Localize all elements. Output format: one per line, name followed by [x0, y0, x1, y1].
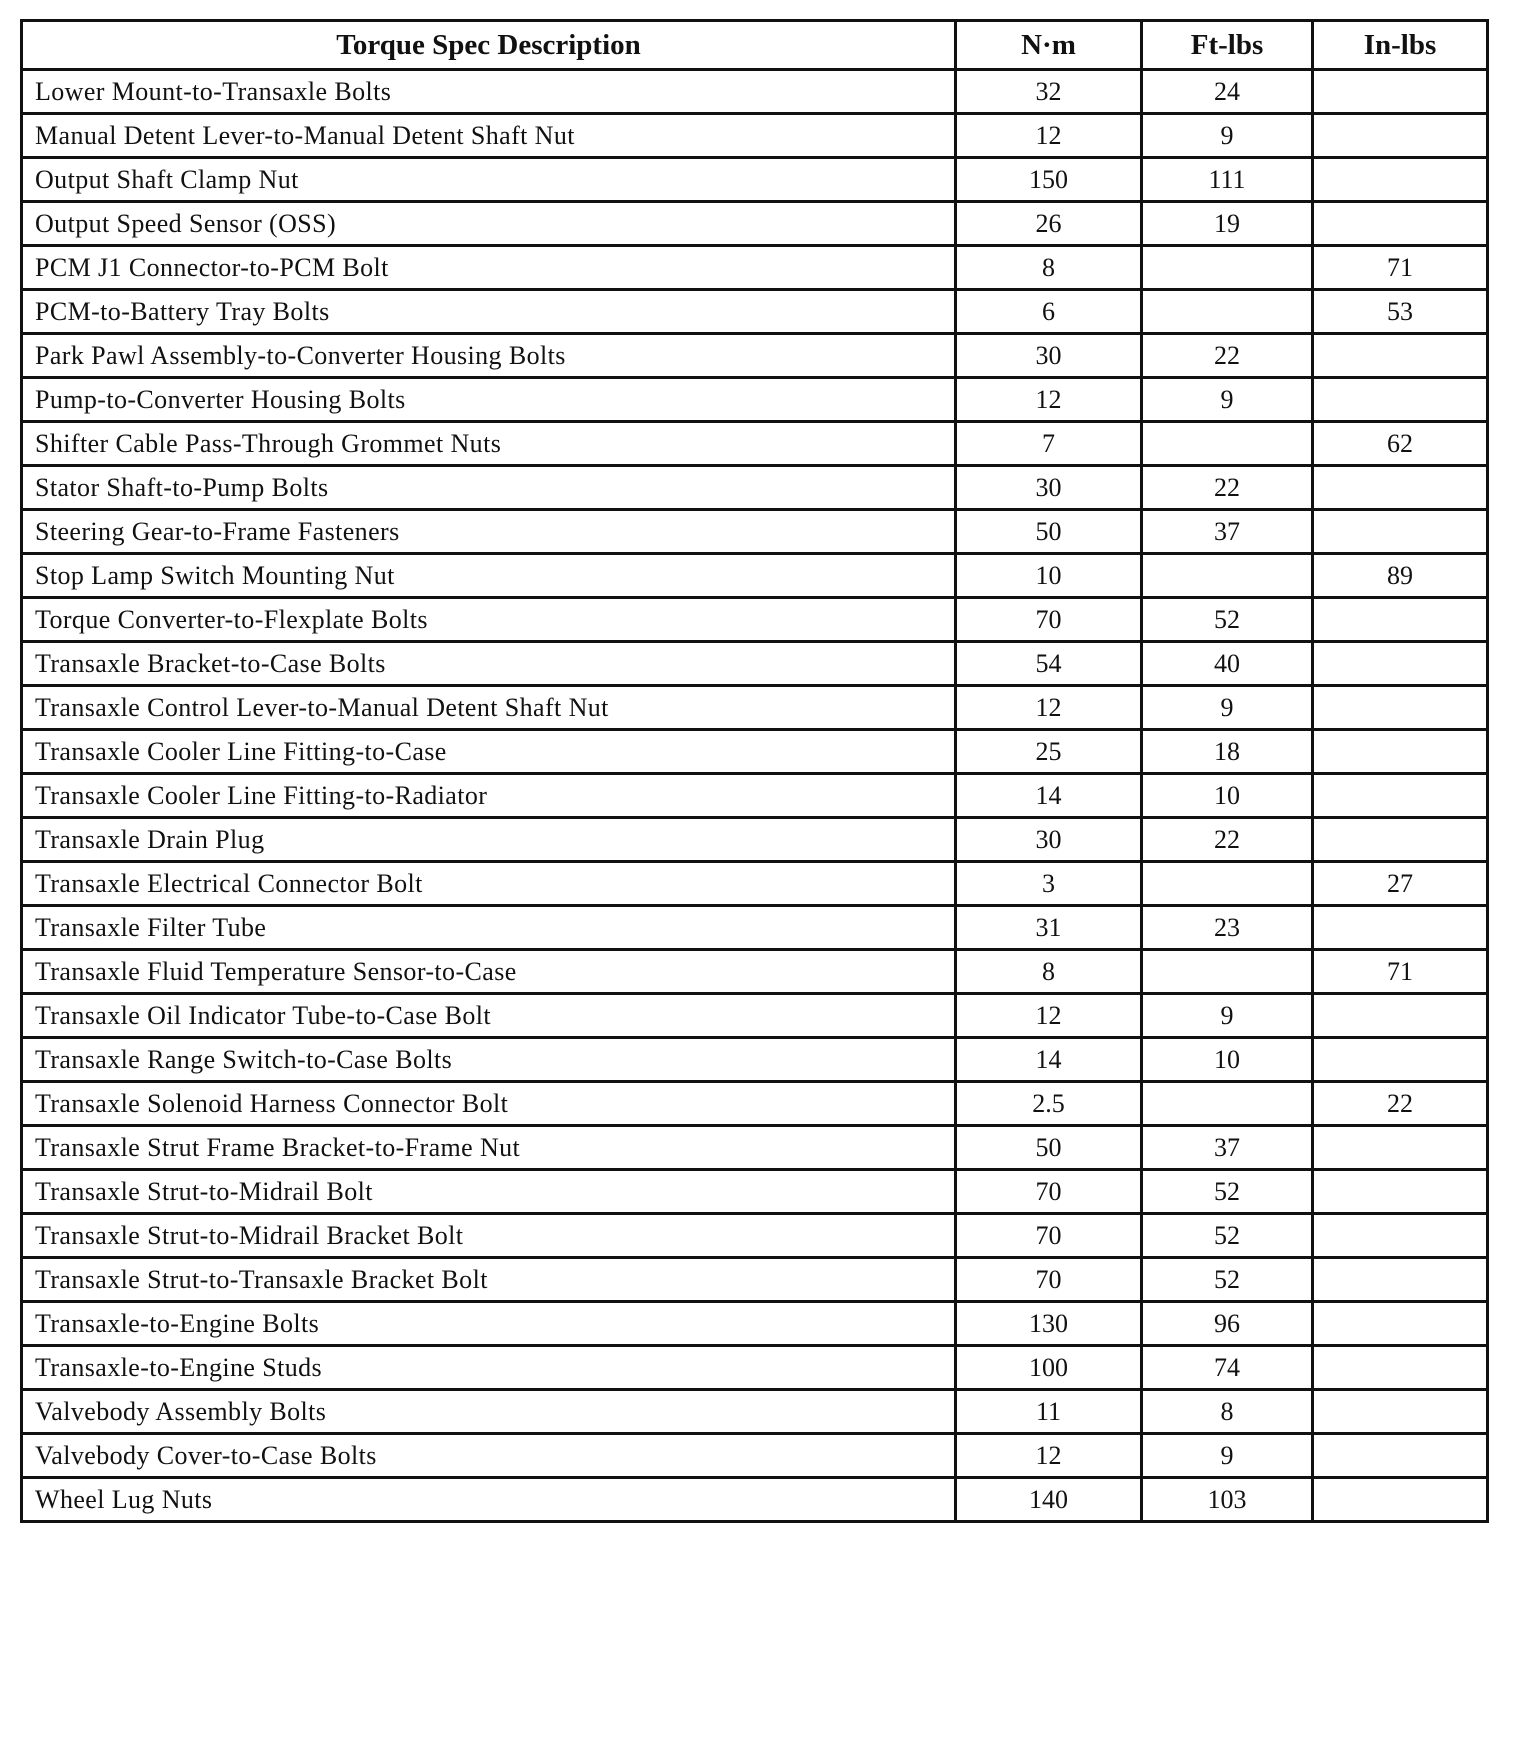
cell-newton-meters: 26 [956, 202, 1142, 246]
cell-foot-pounds: 9 [1142, 686, 1313, 730]
cell-description: Transaxle Filter Tube [22, 906, 956, 950]
cell-foot-pounds: 24 [1142, 70, 1313, 114]
cell-newton-meters: 8 [956, 950, 1142, 994]
cell-description: Transaxle Drain Plug [22, 818, 956, 862]
cell-inch-pounds [1313, 598, 1488, 642]
cell-inch-pounds [1313, 70, 1488, 114]
cell-foot-pounds [1142, 290, 1313, 334]
cell-foot-pounds: 52 [1142, 1170, 1313, 1214]
cell-inch-pounds [1313, 1170, 1488, 1214]
table-row [22, 1346, 1488, 1390]
cell-description: Transaxle Strut Frame Bracket-to-Frame Nut [22, 1126, 956, 1170]
cell-newton-meters: 54 [956, 642, 1142, 686]
cell-newton-meters: 10 [956, 554, 1142, 598]
cell-foot-pounds: 96 [1142, 1302, 1313, 1346]
table-row [22, 70, 1488, 114]
cell-foot-pounds: 40 [1142, 642, 1313, 686]
cell-foot-pounds [1142, 862, 1313, 906]
cell-description: Stator Shaft-to-Pump Bolts [22, 466, 956, 510]
table-row [22, 1038, 1488, 1082]
cell-newton-meters: 14 [956, 1038, 1142, 1082]
cell-foot-pounds [1142, 246, 1313, 290]
cell-inch-pounds: 71 [1313, 246, 1488, 290]
cell-foot-pounds: 52 [1142, 1214, 1313, 1258]
header-inch-pounds: In-lbs [1313, 21, 1488, 70]
cell-inch-pounds [1313, 158, 1488, 202]
cell-newton-meters: 8 [956, 246, 1142, 290]
cell-description: Shifter Cable Pass-Through Grommet Nuts [22, 422, 956, 466]
cell-foot-pounds [1142, 1082, 1313, 1126]
cell-description: Transaxle-to-Engine Studs [22, 1346, 956, 1390]
cell-newton-meters: 30 [956, 466, 1142, 510]
table-row [22, 950, 1488, 994]
table-row [22, 1390, 1488, 1434]
cell-inch-pounds [1313, 906, 1488, 950]
table-row [22, 1170, 1488, 1214]
cell-inch-pounds [1313, 334, 1488, 378]
table-row [22, 334, 1488, 378]
header-foot-pounds: Ft-lbs [1142, 21, 1313, 70]
cell-description: Valvebody Assembly Bolts [22, 1390, 956, 1434]
table-row [22, 466, 1488, 510]
cell-foot-pounds: 9 [1142, 378, 1313, 422]
cell-newton-meters: 50 [956, 1126, 1142, 1170]
cell-newton-meters: 70 [956, 1258, 1142, 1302]
cell-newton-meters: 30 [956, 334, 1142, 378]
cell-description: PCM J1 Connector-to-PCM Bolt [22, 246, 956, 290]
cell-description: Transaxle Strut-to-Transaxle Bracket Bolt [22, 1258, 956, 1302]
table-row [22, 1258, 1488, 1302]
table-row [22, 1214, 1488, 1258]
cell-foot-pounds: 37 [1142, 1126, 1313, 1170]
cell-description: Steering Gear-to-Frame Fasteners [22, 510, 956, 554]
cell-foot-pounds: 10 [1142, 774, 1313, 818]
cell-description: PCM-to-Battery Tray Bolts [22, 290, 956, 334]
cell-foot-pounds: 103 [1142, 1478, 1313, 1522]
table-row [22, 1302, 1488, 1346]
table-row [22, 202, 1488, 246]
cell-description: Manual Detent Lever-to-Manual Detent Shaft Nut [22, 114, 956, 158]
cell-newton-meters: 130 [956, 1302, 1142, 1346]
cell-inch-pounds [1313, 642, 1488, 686]
cell-description: Output Shaft Clamp Nut [22, 158, 956, 202]
table-row [22, 598, 1488, 642]
cell-newton-meters: 70 [956, 1214, 1142, 1258]
cell-foot-pounds: 8 [1142, 1390, 1313, 1434]
table-row [22, 730, 1488, 774]
cell-foot-pounds: 19 [1142, 202, 1313, 246]
cell-newton-meters: 12 [956, 378, 1142, 422]
cell-inch-pounds [1313, 1214, 1488, 1258]
header-description: Torque Spec Description [22, 21, 956, 70]
table-row [22, 246, 1488, 290]
cell-foot-pounds: 22 [1142, 818, 1313, 862]
cell-foot-pounds: 22 [1142, 466, 1313, 510]
cell-newton-meters: 12 [956, 994, 1142, 1038]
table-row [22, 818, 1488, 862]
cell-inch-pounds [1313, 686, 1488, 730]
cell-inch-pounds [1313, 818, 1488, 862]
cell-foot-pounds: 22 [1142, 334, 1313, 378]
cell-inch-pounds [1313, 114, 1488, 158]
table-row [22, 1082, 1488, 1126]
table-row [22, 114, 1488, 158]
table-row [22, 510, 1488, 554]
table-row [22, 906, 1488, 950]
cell-newton-meters: 12 [956, 686, 1142, 730]
table-row [22, 686, 1488, 730]
cell-foot-pounds: 10 [1142, 1038, 1313, 1082]
table-row [22, 1434, 1488, 1478]
table-row [22, 290, 1488, 334]
table-row [22, 1478, 1488, 1522]
cell-newton-meters: 12 [956, 114, 1142, 158]
cell-inch-pounds [1313, 994, 1488, 1038]
cell-inch-pounds: 62 [1313, 422, 1488, 466]
cell-foot-pounds: 37 [1142, 510, 1313, 554]
cell-description: Transaxle Solenoid Harness Connector Bolt [22, 1082, 956, 1126]
cell-newton-meters: 100 [956, 1346, 1142, 1390]
table-row [22, 1126, 1488, 1170]
cell-inch-pounds [1313, 510, 1488, 554]
cell-description: Transaxle Bracket-to-Case Bolts [22, 642, 956, 686]
cell-inch-pounds [1313, 202, 1488, 246]
cell-foot-pounds: 23 [1142, 906, 1313, 950]
cell-description: Transaxle Cooler Line Fitting-to-Radiator [22, 774, 956, 818]
cell-foot-pounds: 18 [1142, 730, 1313, 774]
cell-foot-pounds: 52 [1142, 598, 1313, 642]
table-header [22, 21, 1488, 70]
cell-inch-pounds [1313, 1302, 1488, 1346]
table-body [22, 70, 1488, 1522]
cell-description: Transaxle Range Switch-to-Case Bolts [22, 1038, 956, 1082]
cell-inch-pounds [1313, 1434, 1488, 1478]
cell-description: Lower Mount-to-Transaxle Bolts [22, 70, 956, 114]
cell-newton-meters: 70 [956, 598, 1142, 642]
cell-foot-pounds: 111 [1142, 158, 1313, 202]
cell-newton-meters: 11 [956, 1390, 1142, 1434]
cell-description: Valvebody Cover-to-Case Bolts [22, 1434, 956, 1478]
cell-description: Transaxle Electrical Connector Bolt [22, 862, 956, 906]
cell-newton-meters: 50 [956, 510, 1142, 554]
cell-inch-pounds [1313, 1478, 1488, 1522]
table-row [22, 378, 1488, 422]
cell-inch-pounds [1313, 1346, 1488, 1390]
cell-description: Transaxle Cooler Line Fitting-to-Case [22, 730, 956, 774]
cell-newton-meters: 31 [956, 906, 1142, 950]
cell-newton-meters: 150 [956, 158, 1142, 202]
table-row [22, 554, 1488, 598]
cell-foot-pounds: 9 [1142, 114, 1313, 158]
cell-newton-meters: 25 [956, 730, 1142, 774]
table-row [22, 422, 1488, 466]
cell-inch-pounds [1313, 466, 1488, 510]
cell-newton-meters: 12 [956, 1434, 1142, 1478]
cell-inch-pounds [1313, 1038, 1488, 1082]
cell-inch-pounds [1313, 378, 1488, 422]
table-row [22, 994, 1488, 1038]
torque-spec-table [20, 19, 1489, 1523]
cell-description: Output Speed Sensor (OSS) [22, 202, 956, 246]
cell-description: Wheel Lug Nuts [22, 1478, 956, 1522]
cell-description: Transaxle Control Lever-to-Manual Detent Shaft Nut [22, 686, 956, 730]
cell-inch-pounds: 22 [1313, 1082, 1488, 1126]
cell-newton-meters: 30 [956, 818, 1142, 862]
cell-description: Pump-to-Converter Housing Bolts [22, 378, 956, 422]
header-row [22, 21, 1488, 70]
cell-foot-pounds: 9 [1142, 994, 1313, 1038]
cell-description: Stop Lamp Switch Mounting Nut [22, 554, 956, 598]
cell-inch-pounds [1313, 1258, 1488, 1302]
cell-foot-pounds [1142, 950, 1313, 994]
cell-newton-meters: 32 [956, 70, 1142, 114]
table-row [22, 642, 1488, 686]
cell-newton-meters: 140 [956, 1478, 1142, 1522]
cell-inch-pounds [1313, 1126, 1488, 1170]
cell-foot-pounds [1142, 554, 1313, 598]
cell-description: Transaxle Fluid Temperature Sensor-to-Case [22, 950, 956, 994]
cell-newton-meters: 7 [956, 422, 1142, 466]
cell-newton-meters: 3 [956, 862, 1142, 906]
cell-foot-pounds: 52 [1142, 1258, 1313, 1302]
cell-description: Torque Converter-to-Flexplate Bolts [22, 598, 956, 642]
cell-newton-meters: 70 [956, 1170, 1142, 1214]
cell-description: Transaxle-to-Engine Bolts [22, 1302, 956, 1346]
cell-inch-pounds [1313, 774, 1488, 818]
cell-inch-pounds [1313, 1390, 1488, 1434]
cell-foot-pounds [1142, 422, 1313, 466]
table-row [22, 862, 1488, 906]
cell-description: Transaxle Strut-to-Midrail Bracket Bolt [22, 1214, 956, 1258]
cell-description: Transaxle Oil Indicator Tube-to-Case Bolt [22, 994, 956, 1038]
cell-inch-pounds: 27 [1313, 862, 1488, 906]
cell-newton-meters: 2.5 [956, 1082, 1142, 1126]
cell-newton-meters: 14 [956, 774, 1142, 818]
cell-foot-pounds: 9 [1142, 1434, 1313, 1478]
cell-newton-meters: 6 [956, 290, 1142, 334]
cell-inch-pounds: 89 [1313, 554, 1488, 598]
cell-inch-pounds [1313, 730, 1488, 774]
table-row [22, 774, 1488, 818]
cell-inch-pounds: 53 [1313, 290, 1488, 334]
cell-inch-pounds: 71 [1313, 950, 1488, 994]
cell-foot-pounds: 74 [1142, 1346, 1313, 1390]
cell-description: Transaxle Strut-to-Midrail Bolt [22, 1170, 956, 1214]
table-row [22, 158, 1488, 202]
header-newton-meters: N·m [956, 21, 1142, 70]
cell-description: Park Pawl Assembly-to-Converter Housing Bolts [22, 334, 956, 378]
